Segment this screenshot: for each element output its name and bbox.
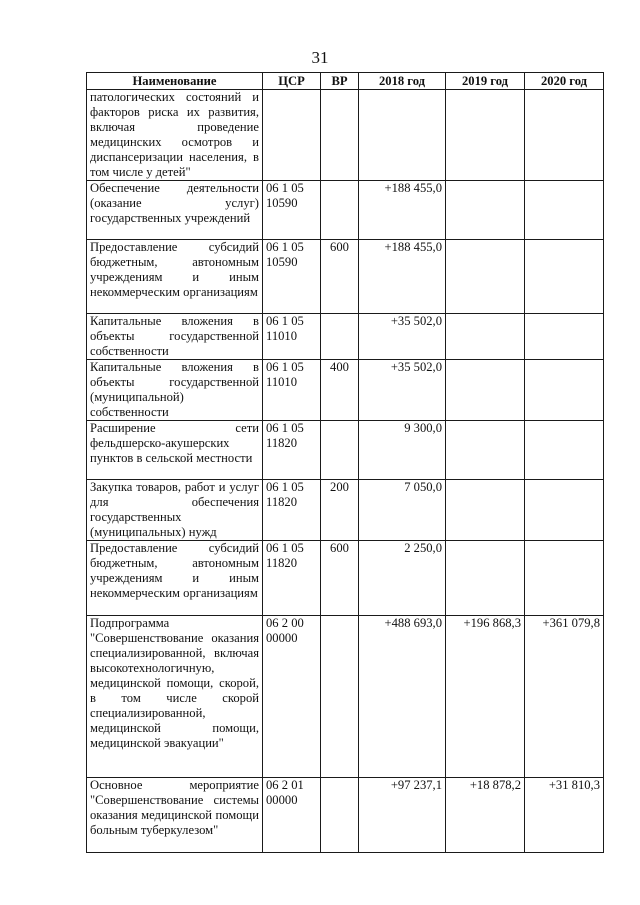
row-2018: 7 050,0 xyxy=(359,480,446,541)
table-row xyxy=(87,421,604,480)
table-header-row xyxy=(87,73,604,90)
row-2019 xyxy=(446,314,525,360)
row-vr xyxy=(321,314,359,360)
row-vr: 600 xyxy=(321,240,359,314)
row-2019: +196 868,3 xyxy=(446,616,525,778)
row-2020: +31 810,3 xyxy=(525,778,604,853)
header-2018: 2018 год xyxy=(359,73,446,90)
row-vr: 400 xyxy=(321,360,359,421)
row-2020: +361 079,8 xyxy=(525,616,604,778)
row-name: Капитальные вложения в объекты государственной собственности xyxy=(87,314,263,360)
row-csr: 06 2 01 00000 xyxy=(263,778,321,853)
row-csr xyxy=(263,90,321,181)
row-csr: 06 1 05 10590 xyxy=(263,181,321,240)
row-name: Предоставление субсидий бюджетным, автономным учреждениям и иным некоммерческим организациям xyxy=(87,541,263,616)
row-csr: 06 1 05 10590 xyxy=(263,240,321,314)
row-2020 xyxy=(525,181,604,240)
row-2019: +18 878,2 xyxy=(446,778,525,853)
table-row xyxy=(87,616,604,778)
header-vr: ВР xyxy=(321,73,359,90)
row-2020 xyxy=(525,480,604,541)
row-name: Основное мероприятие "Совершенствование системы оказания медицинской помощи больным туберкулезом" xyxy=(87,778,263,853)
row-csr: 06 1 05 11010 xyxy=(263,360,321,421)
row-2018: 9 300,0 xyxy=(359,421,446,480)
table-row xyxy=(87,90,604,181)
row-2018: +35 502,0 xyxy=(359,314,446,360)
row-2018: +188 455,0 xyxy=(359,240,446,314)
row-2020 xyxy=(525,360,604,421)
row-2018: +97 237,1 xyxy=(359,778,446,853)
row-name: Предоставление субсидий бюджетным, автономным учреждениям и иным некоммерческим организациям xyxy=(87,240,263,314)
table-row xyxy=(87,778,604,853)
row-2018 xyxy=(359,90,446,181)
row-vr xyxy=(321,181,359,240)
row-csr: 06 1 05 11820 xyxy=(263,541,321,616)
row-2019 xyxy=(446,181,525,240)
table-row xyxy=(87,314,604,360)
header-2019: 2019 год xyxy=(446,73,525,90)
row-2019 xyxy=(446,480,525,541)
row-name: Капитальные вложения в объекты государственной (муниципальной) собственности xyxy=(87,360,263,421)
header-csr: ЦСР xyxy=(263,73,321,90)
row-name: Расширение сети фельдшерско-акушерских пунктов в сельской местности xyxy=(87,421,263,480)
table-row xyxy=(87,480,604,541)
row-vr: 200 xyxy=(321,480,359,541)
page-number: 31 xyxy=(311,48,329,67)
row-2020 xyxy=(525,90,604,181)
row-2020 xyxy=(525,541,604,616)
row-csr: 06 1 05 11820 xyxy=(263,480,321,541)
table-row xyxy=(87,240,604,314)
row-2018: +35 502,0 xyxy=(359,360,446,421)
row-name: Подпрограмма "Совершенствование оказания специализированной, включая высокотехнологичную, медицинской помощи, скорой, в том числе скорой специализированной, медицинской помощи, медицинской эвакуации" xyxy=(87,616,263,778)
row-vr xyxy=(321,90,359,181)
row-2020 xyxy=(525,421,604,480)
row-2018: 2 250,0 xyxy=(359,541,446,616)
header-2020: 2020 год xyxy=(525,73,604,90)
row-2019 xyxy=(446,541,525,616)
row-2019 xyxy=(446,90,525,181)
row-vr: 600 xyxy=(321,541,359,616)
row-2020 xyxy=(525,314,604,360)
table-row xyxy=(87,181,604,240)
row-2019 xyxy=(446,360,525,421)
table-row xyxy=(87,360,604,421)
row-vr xyxy=(321,421,359,480)
row-2018: +488 693,0 xyxy=(359,616,446,778)
row-name: патологических состояний и факторов риска их развития, включая проведение медицинских осмотров и диспансеризации населения, в том числе у детей" xyxy=(87,90,263,181)
budget-table xyxy=(86,72,604,853)
row-2019 xyxy=(446,240,525,314)
row-2020 xyxy=(525,240,604,314)
table-row xyxy=(87,541,604,616)
row-name: Обеспечение деятельности (оказание услуг) государственных учреждений xyxy=(87,181,263,240)
row-2019 xyxy=(446,421,525,480)
header-name: Наименование xyxy=(87,73,263,90)
row-2018: +188 455,0 xyxy=(359,181,446,240)
row-csr: 06 1 05 11010 xyxy=(263,314,321,360)
row-name: Закупка товаров, работ и услуг для обеспечения государственных (муниципальных) нужд xyxy=(87,480,263,541)
row-vr xyxy=(321,616,359,778)
row-csr: 06 1 05 11820 xyxy=(263,421,321,480)
row-vr xyxy=(321,778,359,853)
row-csr: 06 2 00 00000 xyxy=(263,616,321,778)
